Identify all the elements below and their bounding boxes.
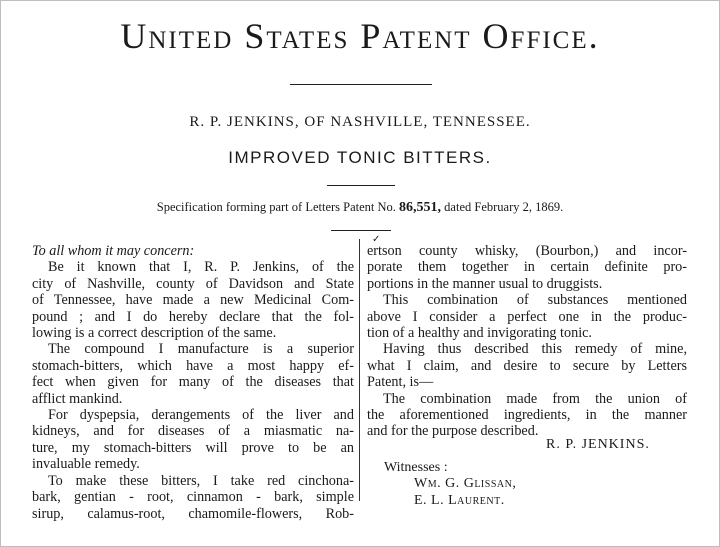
text-line: For dyspepsia, derangements of the liver and — [48, 407, 354, 424]
text-line: bark, gentian - root, cinnamon - bark, simple — [32, 489, 354, 506]
patent-number: 86,551, — [399, 200, 442, 215]
text-line: invaluable remedy. — [32, 456, 140, 473]
text-line: Having thus described this remedy of mine, — [383, 341, 687, 358]
left-column — [32, 243, 354, 522]
right-column — [367, 243, 687, 440]
text-line: stomach-bitters, which have a most happy ef- — [32, 357, 354, 374]
text-line: Be it known that I, R. P. Jenkins, of the — [48, 259, 354, 276]
text-line: The compound I manufacture is a superior — [48, 341, 354, 358]
page-mark: ✓ — [372, 234, 381, 245]
text-line: sirup, calamus-root, chamomile-flowers, Rob- — [32, 505, 354, 522]
office-heading: United States Patent Office. — [120, 16, 600, 56]
salutation: To all whom it may concern: — [32, 243, 195, 259]
text-line: portions in the manner usual to druggists. — [367, 275, 603, 292]
spec-rule — [331, 230, 391, 231]
text-line: pound ; and I do hereby declare that the fol- — [32, 308, 354, 325]
witness-name: E. L. Laurent. — [414, 492, 505, 508]
text-line: tion of a healthy and invigorating tonic. — [367, 325, 592, 342]
text-line: This combination of substances mentioned — [383, 292, 687, 309]
witness-name: Wm. G. Glissan, — [414, 476, 517, 492]
text-line: fect when given for many of the diseases that — [32, 374, 354, 391]
text-line: afflict mankind. — [32, 390, 123, 407]
text-line: the aforementioned ingredients, in the manner — [367, 407, 687, 424]
title-rule — [327, 185, 395, 186]
text-line: ertson county whisky, (Bourbon,) and incor- — [367, 243, 687, 259]
text-line: Patent, is— — [367, 374, 434, 391]
signature: R. P. JENKINS. — [546, 437, 650, 452]
text-line: To make these bitters, I take red cinchona- — [48, 472, 354, 489]
text-line: kidneys, and for diseases of a miasmatic na- — [32, 423, 354, 440]
text-line: ture, my stomach-bitters will prove to be an — [32, 439, 354, 456]
witnesses-label: Witnesses : — [384, 460, 448, 475]
text-line: and for the purpose described. — [367, 423, 539, 440]
text-line: porate them together in certain definite pro- — [367, 259, 687, 276]
text-line: what I claim, and desire to secure by Letters — [367, 357, 687, 374]
text-line: city of Nashville, county of Davidson and State — [32, 275, 354, 292]
text-line: lowing is a correct description of the same. — [32, 325, 277, 342]
header-rule — [290, 84, 432, 85]
spec-date: dated February 2, 1869. — [444, 200, 564, 214]
column-divider — [359, 239, 360, 501]
text-line: above I consider a perfect one in the produc- — [367, 308, 687, 325]
text-line: of Tennessee, have made a new Medicinal Com- — [32, 292, 354, 309]
text-line: The combination made from the union of — [383, 390, 687, 407]
witnesses-block — [384, 460, 516, 509]
specification-line — [1, 200, 719, 216]
spec-prefix: Specification forming part of Letters Patent No. — [156, 200, 396, 214]
patentee-line: R. P. JENKINS, OF NASHVILLE, TENNESSEE. — [189, 114, 531, 130]
invention-title: IMPROVED TONIC BITTERS. — [228, 148, 492, 167]
